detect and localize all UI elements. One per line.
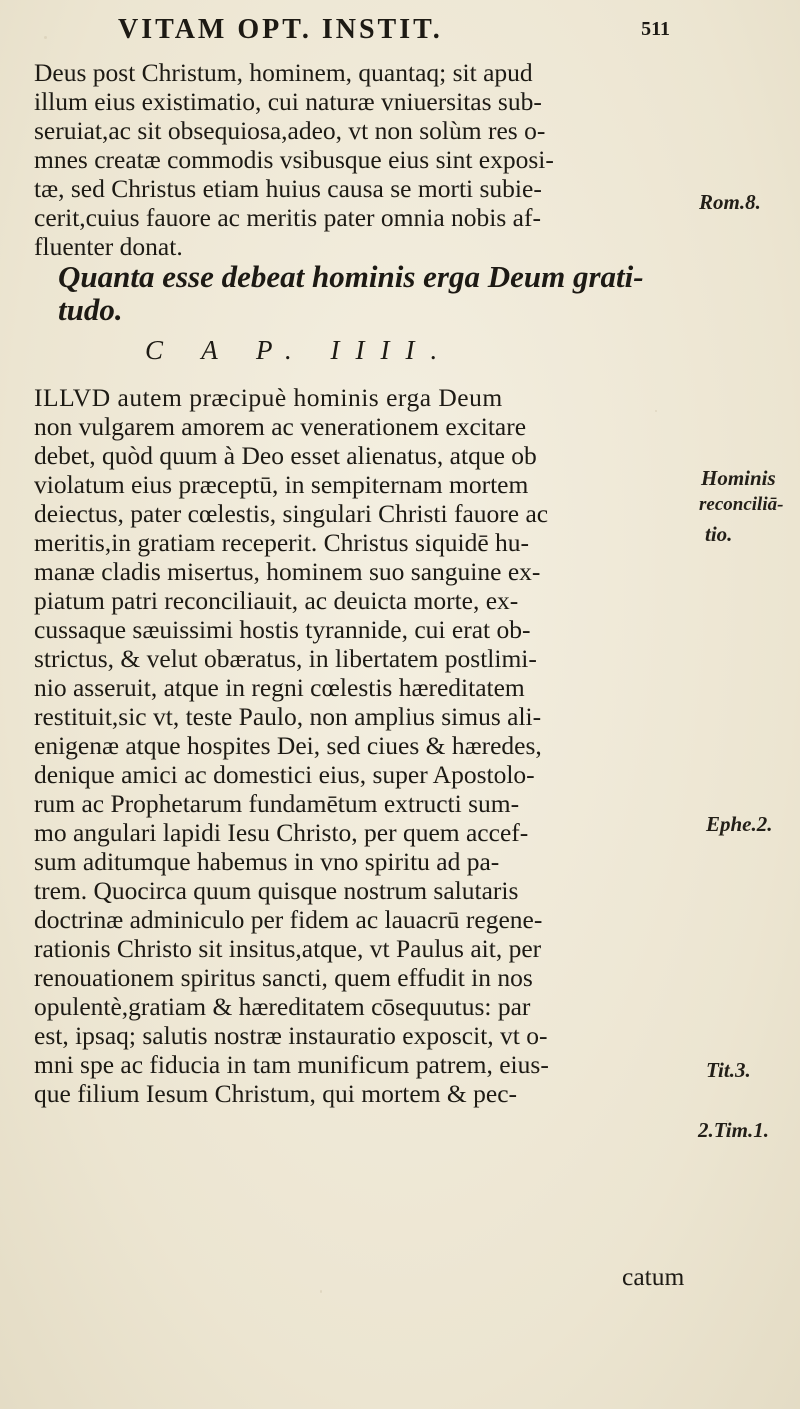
marginal-note-tio: tio. bbox=[705, 522, 733, 546]
marginal-note-rom: Rom.8. bbox=[699, 190, 761, 214]
text-line: sum aditumque habemus in vno spiritu ad pa- bbox=[34, 847, 500, 876]
text-line: ILLVD autem præcipuè hominis erga Deum bbox=[34, 383, 503, 412]
text-line: strictus, & velut obæratus, in libertatem postlimi- bbox=[34, 644, 537, 673]
paper-speck bbox=[44, 36, 47, 39]
marginal-note-hominis: Hominis bbox=[701, 466, 776, 490]
text-line: doctrinæ adminiculo per fidem ac lauacrū regene- bbox=[34, 905, 543, 934]
page-header bbox=[118, 14, 678, 54]
text-line: mo angulari lapidi Iesu Christo, per quem accef- bbox=[34, 818, 529, 847]
text-line: que filium Iesum Christum, qui mortem & pec- bbox=[34, 1079, 518, 1108]
marginal-note-tit: Tit.3. bbox=[706, 1058, 751, 1082]
marginal-note-reconciliatio: reconciliā- bbox=[699, 494, 784, 515]
marginal-note-tim: 2.Tim.1. bbox=[698, 1118, 769, 1142]
text-line: opulentè,gratiam & hæreditatem cōsequutus: par bbox=[34, 992, 531, 1021]
text-line: enigenæ atque hospites Dei, sed ciues & hæredes, bbox=[34, 731, 542, 760]
text-line: trem. Quocirca quum quisque nostrum salutaris bbox=[34, 876, 519, 905]
chapter-heading-line: Quanta esse debeat hominis erga Deum grati- bbox=[58, 259, 644, 294]
text-line: mni spe ac fiducia in tam munificum patrem, eius- bbox=[34, 1050, 549, 1079]
text-line: tæ, sed Christus etiam huius causa se morti subie- bbox=[34, 174, 542, 203]
text-line: fluenter donat. bbox=[34, 232, 183, 261]
paper-speck bbox=[320, 1290, 322, 1293]
text-line: denique amici ac domestici eius, super Apostolo- bbox=[34, 760, 535, 789]
text-line: piatum patri reconciliauit, ac deuicta morte, ex- bbox=[34, 586, 519, 615]
chapter-body bbox=[34, 383, 694, 1108]
chapter-number: C A P. IIII. bbox=[145, 335, 454, 365]
catchword: catum bbox=[622, 1262, 685, 1291]
text-line: cerit,cuius fauore ac meritis pater omnia nobis af- bbox=[34, 203, 541, 232]
chapter-heading-line: tudo. bbox=[58, 292, 123, 327]
text-line: nio asseruit, atque in regni cœlestis hæreditatem bbox=[34, 673, 525, 702]
text-line: rationis Christo sit insitus,atque, vt Paulus ait, per bbox=[34, 934, 542, 963]
text-line: Deus post Christum, hominem, quantaq; sit apud bbox=[34, 58, 533, 87]
text-line: renouationem spiritus sancti, quem effudit in nos bbox=[34, 963, 533, 992]
text-line: restituit,sic vt, teste Paulo, non amplius simus ali- bbox=[34, 702, 542, 731]
text-line: rum ac Prophetarum fundamētum extructi sum- bbox=[34, 789, 520, 818]
paragraph-continued bbox=[34, 58, 694, 261]
text-line: seruiat,ac sit obsequiosa,adeo, vt non solùm res o- bbox=[34, 116, 546, 145]
page-number: 511 bbox=[641, 18, 670, 40]
text-line: non vulgarem amorem ac venerationem excitare bbox=[34, 412, 527, 441]
chapter-heading bbox=[58, 260, 644, 326]
text-line: est, ipsaq; salutis nostræ instauratio exposcit, vt o- bbox=[34, 1021, 548, 1050]
text-line: illum eius existimatio, cui naturæ vniuersitas sub- bbox=[34, 87, 542, 116]
text-line: violatum eius præceptū, in sempiternam mortem bbox=[34, 470, 529, 499]
marginal-note-ephe: Ephe.2. bbox=[706, 812, 773, 836]
running-title: VITAM OPT. INSTIT. bbox=[118, 14, 443, 45]
text-line: mnes creatæ commodis vsibusque eius sint exposi- bbox=[34, 145, 554, 174]
text-line: cussaque sæuissimi hostis tyrannide, cui erat ob- bbox=[34, 615, 531, 644]
text-line: meritis,in gratiam receperit. Christus siquidē hu- bbox=[34, 528, 530, 557]
text-line: deiectus, pater cœlestis, singulari Christi fauore ac bbox=[34, 499, 549, 528]
text-line: manæ cladis misertus, hominem suo sanguine ex- bbox=[34, 557, 541, 586]
text-line: debet, quòd quum à Deo esset alienatus, atque ob bbox=[34, 441, 537, 470]
